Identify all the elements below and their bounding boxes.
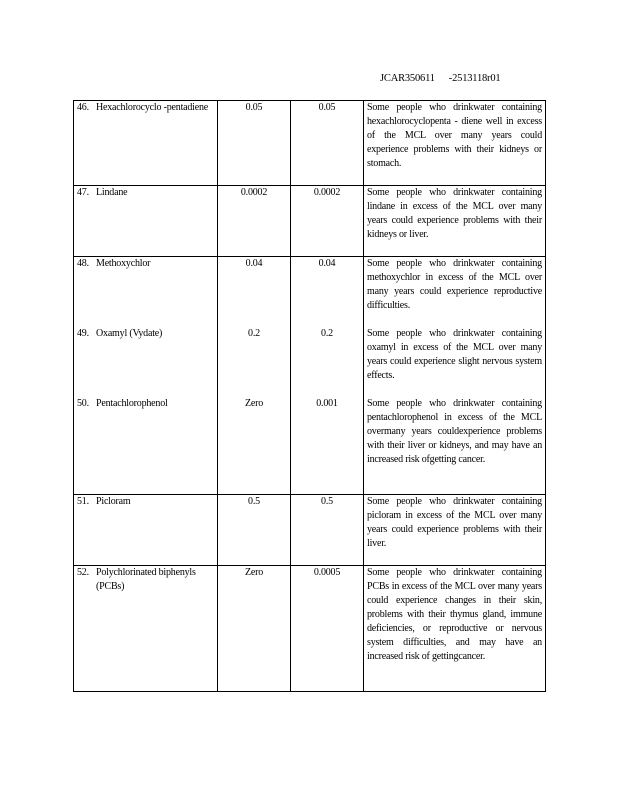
- document-code: JCAR350611: [380, 73, 435, 84]
- contaminant-name: Picloram: [96, 496, 131, 507]
- document-header: [380, 73, 500, 84]
- contaminant-name: Pentachlorophenol: [96, 397, 168, 409]
- health-effect: Some people who drinkwater containing pentachlorophenol in excess of the MCL overmany years couldexperience problems with their liver or kidneys, and may have an increased risk ofgetting cancer.: [364, 397, 546, 495]
- row-number: 46.: [77, 102, 89, 113]
- health-effect: Some people who drinkwater containing oxamyl in excess of the MCL over many years could experience slight nervous system effects.: [364, 327, 546, 397]
- row-number: 49.: [77, 327, 89, 339]
- contaminant-name: Methoxychlor: [96, 258, 151, 269]
- mclg-value: 0.0002: [218, 186, 291, 257]
- table-row: [74, 566, 546, 692]
- health-effect: Some people who drinkwater containing PCBs in excess of the MCL over many years could experience changes in their skin, problems with their thymus gland, immune deficiencies, or reproductive or nervous system difficulties, and may have an increased risk of gettingcancer.: [364, 566, 546, 692]
- mcl-value: 0.04: [291, 257, 364, 327]
- table-row: [74, 101, 546, 186]
- contaminant-name: Oxamyl (Vydate): [96, 327, 163, 339]
- table-row: [74, 186, 546, 257]
- mclg-value: 0.5: [218, 495, 291, 566]
- row-number: 52.: [77, 567, 89, 578]
- contaminant-cell: [74, 327, 218, 397]
- mclg-value: 0.05: [218, 101, 291, 186]
- contaminant-name: Hexachlorocyclo -pentadiene: [96, 102, 209, 113]
- row-number: 50.: [77, 397, 89, 409]
- mclg-value: 0.04: [218, 257, 291, 327]
- health-effect: Some people who drinkwater containing hexachlorocyclopenta - diene well in excess of the MCL over many years could experience problems with their kidneys or stomach.: [364, 101, 546, 186]
- health-effect: Some people who drinkwater containing picloram in excess of the MCL over many years could experience problems with their liver.: [364, 495, 546, 566]
- contaminant-cell: [74, 566, 218, 692]
- row-number: 48.: [77, 258, 89, 269]
- document-ref: -2513118r01: [448, 73, 501, 84]
- health-effect: Some people who drinkwater containing lindane in excess of the MCL over many years could experience problems with their kidneys or liver.: [364, 186, 546, 257]
- contaminant-name: Lindane: [96, 187, 128, 198]
- row-number: 47.: [77, 187, 89, 198]
- mclg-value: 0.2: [218, 327, 291, 397]
- contaminant-cell: [74, 186, 218, 257]
- mcl-value: 0.2: [291, 327, 364, 397]
- mcl-value: 0.0005: [291, 566, 364, 692]
- mclg-value: Zero: [218, 566, 291, 692]
- table-row: [74, 327, 546, 397]
- contaminant-cell: [74, 101, 218, 186]
- mcl-value: 0.5: [291, 495, 364, 566]
- health-effect: Some people who drinkwater containing methoxychlor in excess of the MCL over many years could experience reproductive difficulties.: [364, 257, 546, 327]
- table-row: [74, 397, 546, 495]
- contaminant-cell: [74, 257, 218, 327]
- contaminant-name: Polychlorinated biphenyls (PCBs): [96, 567, 196, 592]
- row-number: 51.: [77, 496, 89, 507]
- contaminant-cell: [74, 495, 218, 566]
- contaminant-table: [73, 100, 546, 692]
- mcl-value: 0.05: [291, 101, 364, 186]
- table-row: [74, 257, 546, 327]
- contaminant-cell: [74, 397, 218, 495]
- mcl-value: 0.001: [291, 397, 364, 495]
- mclg-value: Zero: [218, 397, 291, 495]
- mcl-value: 0.0002: [291, 186, 364, 257]
- table-row: [74, 495, 546, 566]
